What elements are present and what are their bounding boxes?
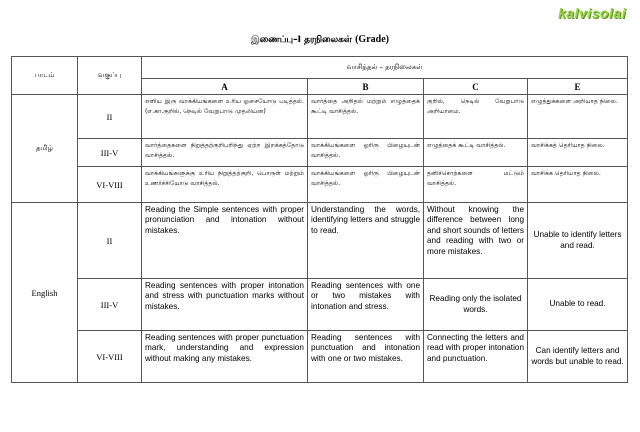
header-col-e: E — [528, 79, 628, 95]
cell-a: வாக்கியங்களுக்கு உரிய நிறுத்தற்குறி, பொருள் மற்றும் உணர்ச்சியோடு வாசித்தல். — [142, 167, 308, 203]
cell-a: Reading the Simple sentences with proper pronunciation and intonation without mistakes. — [142, 203, 308, 279]
cell-b: வார்த்தை அறிதல் மற்றும் எழுத்தைக் கூட்டி வாசித்தல். — [308, 95, 424, 139]
table-row — [12, 203, 628, 279]
cell-b: Reading sentences with one or two mistakes with intonation and stress. — [308, 279, 424, 331]
cell-e: வாசிக்க தெரியாத நிலை. — [528, 167, 628, 203]
cell-a: எளிய இரு வாக்கியங்களை உரிய ஓசையோடு படித்தல். (எ.கா.குறில், நெடில் வேறுபாடு முதலியன) — [142, 95, 308, 139]
subject-english: English — [12, 203, 78, 383]
site-logo: kalvisolai — [557, 5, 626, 21]
cell-e: Unable to read. — [528, 279, 628, 331]
cell-c: தனிச்சொற்களை மட்டும் வாசித்தல். — [424, 167, 528, 203]
cell-e: Unable to identify letters and read. — [528, 203, 628, 279]
cell-e: Can identify letters and words but unable to read. — [528, 331, 628, 383]
table-row — [12, 279, 628, 331]
cell-c: எழுத்தைக் கூட்டி வாசித்தல். — [424, 139, 528, 167]
title-main: இணைப்பு–I தரநிலைகள் — [251, 35, 352, 45]
cell-e: எழுத்துக்களை அறியாத நிலை. — [528, 95, 628, 139]
header-col-a: A — [142, 79, 308, 95]
cell-a: Reading sentences with proper punctuation mark, understanding and expression without making any mistakes. — [142, 331, 308, 383]
class-cell: III-V — [78, 139, 142, 167]
cell-c: Connecting the letters and read with proper intonation and punctuation. — [424, 331, 528, 383]
header-subject: பாடம் — [12, 57, 78, 95]
cell-b: வாக்கியங்களை ஓரிரு பிழையுடன் வாசித்தல். — [308, 139, 424, 167]
table-row — [12, 139, 628, 167]
cell-b: Reading sentences with punctuation and intonation with one or two mistakes. — [308, 331, 424, 383]
title-grade: (Grade) — [355, 34, 389, 45]
class-cell: VI-VIII — [78, 331, 142, 383]
subject-tamil: தமிழ் — [12, 95, 78, 203]
cell-b: Understanding the words, identifying letters and struggle to read. — [308, 203, 424, 279]
grade-table — [11, 56, 628, 383]
cell-a: Reading sentences with proper intonation and stress with punctuation marks without mistakes. — [142, 279, 308, 331]
cell-a: வார்த்தைகளை நிறுத்தற்குறிபறிந்து ஏற்ற இறக்கத்தோடு வாசித்தல். — [142, 139, 308, 167]
class-cell: VI-VIII — [78, 167, 142, 203]
header-col-b: B — [308, 79, 424, 95]
header-row-1 — [12, 57, 628, 79]
table-row — [12, 331, 628, 383]
table-row — [12, 167, 628, 203]
header-reading: வாசித்தல் – தரநிலைகள் — [142, 57, 628, 79]
table-row — [12, 95, 628, 139]
cell-b: வாக்கியங்களை ஓரிரு பிழையுடன் வாசித்தல். — [308, 167, 424, 203]
class-cell: III-V — [78, 279, 142, 331]
class-cell: II — [78, 203, 142, 279]
header-class: வகுப்பு — [78, 57, 142, 95]
cell-c: Without knowing the difference between long and short sounds of letters and reading with two or more mistakes. — [424, 203, 528, 279]
header-col-c: C — [424, 79, 528, 95]
cell-c: குறில், நெடில் வேறுபாடு அறியாமை. — [424, 95, 528, 139]
cell-e: வாசிக்கத் தெரியாத நிலை. — [528, 139, 628, 167]
cell-c: Reading only the isolated words. — [424, 279, 528, 331]
page-title — [0, 34, 640, 46]
class-cell: II — [78, 95, 142, 139]
